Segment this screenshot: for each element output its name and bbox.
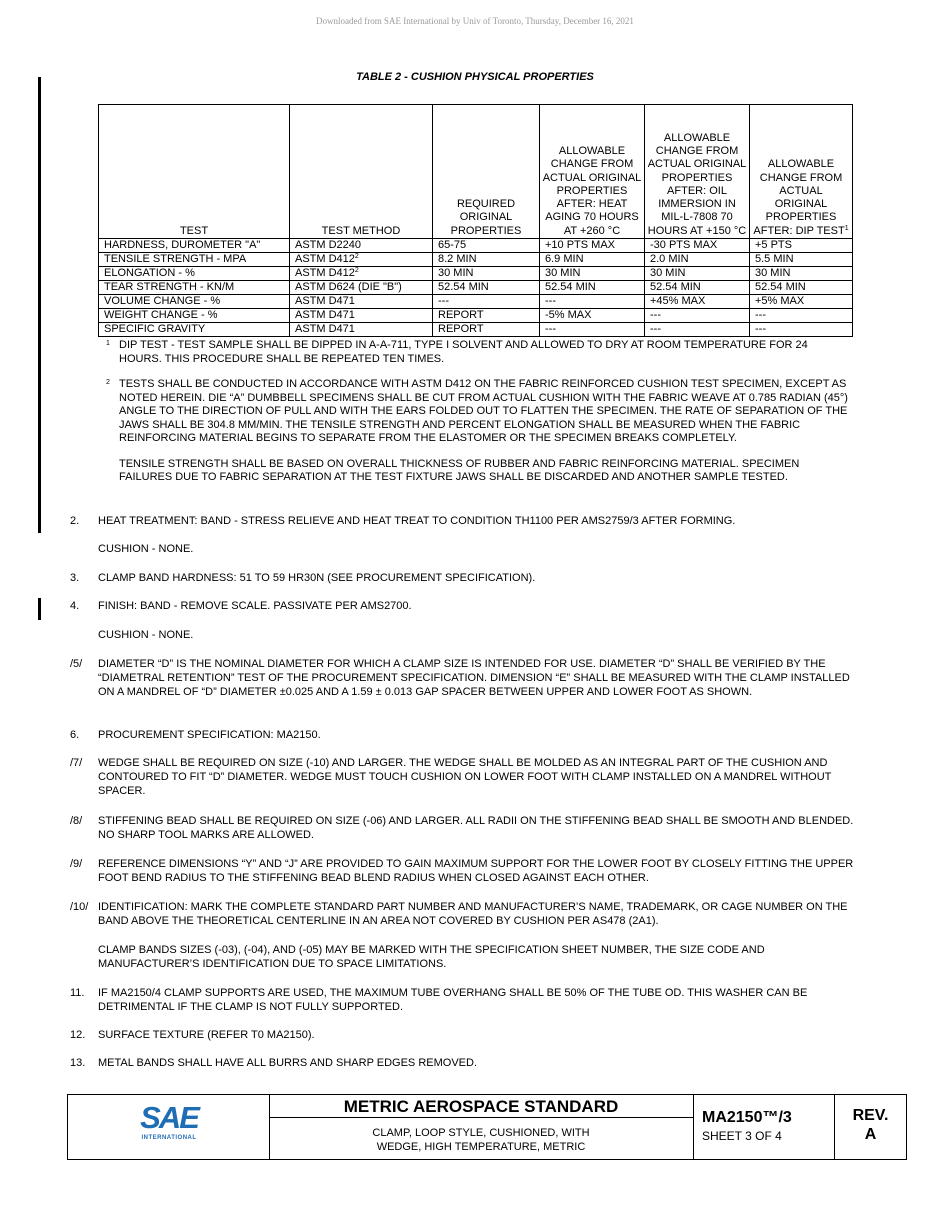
header-heat-aging: ALLOWABLE CHANGE FROM ACTUAL ORIGINAL PROPERTIES AFTER: HEAT AGING 70 HOURS AT +260 °C (540, 105, 645, 239)
rev-label: REV. (852, 1107, 889, 1124)
cell-test: HARDNESS, DUROMETER "A" (99, 239, 290, 253)
note: CUSHION - NONE. (98, 543, 194, 555)
title-block (67, 1094, 907, 1160)
sheet-number: SHEET 3 OF 4 (702, 1129, 782, 1143)
note: /5/ DIAMETER “D” IS THE NOMINAL DIAMETER FOR WHICH A CLAMP SIZE IS INTENDED FOR USE. DIAMETER “D” SHALL BE VERIFIED BY THE “DIAMETRAL RETENTION” TEST OF THE PROCUREMENT SPECIFICATION. DIMENSION “E” SHALL BE MEASURED WITH THE CLAMP INSTALLED ON A MANDREL OF “D” DIAMETER ±0.025 AND A 1.59 ± 0.013 GAP SPACER BETWEEN UPPER AND LOWER FOOT AS SHOWN. (70, 658, 850, 699)
cell-dip-test: +5% MAX (750, 295, 853, 309)
cell-test: SPECIFIC GRAVITY (99, 323, 290, 337)
note: 4. FINISH: BAND - REMOVE SCALE. PASSIVATE PER AMS2700. (70, 600, 412, 612)
cell-required: --- (433, 295, 540, 309)
cell-dip-test: --- (750, 323, 853, 337)
footnotes (106, 339, 851, 485)
cell-oil-immersion: 2.0 MIN (645, 253, 750, 267)
standard-title: METRIC AEROSPACE STANDARD (269, 1095, 693, 1118)
note: 11. IF MA2150/4 CLAMP SUPPORTS ARE USED, THE MAXIMUM TUBE OVERHANG SHALL BE 50% OF THE TUBE OD. THIS WASHER CAN BE DETRIMENTAL IF THE CLAMP IS NOT FULLY SUPPORTED. (70, 987, 808, 1014)
sae-logo: SAE INTERNATIONAL (140, 1100, 198, 1141)
title-cell (269, 1095, 694, 1159)
cell-required: REPORT (433, 323, 540, 337)
cell-oil-immersion: +45% MAX (645, 295, 750, 309)
cell-required: REPORT (433, 309, 540, 323)
table-row (99, 309, 853, 323)
note: /7/ WEDGE SHALL BE REQUIRED ON SIZE (-10) AND LARGER. THE WEDGE SHALL BE MOLDED AS AN INTEGRAL PART OF THE CUSHION AND CONTOURED TO FIT “D” DIAMETER. WEDGE MUST TOUCH CUSHION ON LOWER FOOT WITH CLAMP INSTALLED ON A MANDREL WITHOUT SPACER. (70, 757, 832, 798)
cell-heat-aging: 52.54 MIN (540, 281, 645, 295)
footnote: TENSILE STRENGTH SHALL BE BASED ON OVERALL THICKNESS OF RUBBER AND FABRIC REINFORCING MATERIAL. SPECIMEN FAILURES DUE TO FABRIC SEPARATION AT THE TEST FIXTURE JAWS SHALL BE DISCARDED AND ANOTHER SAMPLE TESTED. (119, 457, 800, 483)
change-bar (38, 77, 41, 533)
cushion-properties-table (98, 104, 853, 337)
table-row (99, 239, 853, 253)
note: CLAMP BANDS SIZES (-03), (-04), AND (-05) MAY BE MARKED WITH THE SPECIFICATION SHEET NUMBER, THE SIZE CODE AND MANUFACTURER’S IDENTIFICATION DUE TO SPACE LIMITATIONS. (98, 944, 765, 971)
header-required: REQUIRED ORIGINAL PROPERTIES (433, 105, 540, 239)
cell-oil-immersion: 30 MIN (645, 267, 750, 281)
note: 2. HEAT TREATMENT: BAND - STRESS RELIEVE AND HEAT TREAT TO CONDITION TH1100 PER AMS2759/3 AFTER FORMING. (70, 515, 736, 527)
cell-heat-aging: --- (540, 323, 645, 337)
cell-heat-aging: +10 PTS MAX (540, 239, 645, 253)
note: /10/ IDENTIFICATION: MARK THE COMPLETE STANDARD PART NUMBER AND MANUFACTURER’S NAME, TRADEMARK, OR CAGE NUMBER ON THE BAND ABOVE THE THEORETICAL CENTERLINE IN AN AREA NOT COVERED BY CUSHION PER AS478 (2A1). (70, 901, 848, 928)
note: 6. PROCUREMENT SPECIFICATION: MA2150. (70, 729, 321, 741)
cell-heat-aging: -5% MAX (540, 309, 645, 323)
revision-cell (835, 1095, 906, 1159)
cell-test: WEIGHT CHANGE - % (99, 309, 290, 323)
cell-test: ELONGATION - % (99, 267, 290, 281)
note: /9/ REFERENCE DIMENSIONS “Y” AND “J” ARE PROVIDED TO GAIN MAXIMUM SUPPORT FOR THE LOWER FOOT BY CLOSELY FITTING THE UPPER FOOT BEND RADIUS TO THE STIFFENING BEAD BLEND RADIUS WHEN CLOSED AGAINST EACH OTHER. (70, 858, 854, 885)
download-watermark: Downloaded from SAE International by Univ of Toronto, Thursday, December 16, 2021 (316, 16, 634, 26)
header-test: TEST (99, 105, 290, 239)
table-row (99, 281, 853, 295)
cell-oil-immersion: 52.54 MIN (645, 281, 750, 295)
cell-required: 8.2 MIN (433, 253, 540, 267)
rev-value: A (864, 1126, 877, 1143)
cell-method: ASTM D471 (290, 309, 433, 323)
cell-dip-test: --- (750, 309, 853, 323)
cell-test: VOLUME CHANGE - % (99, 295, 290, 309)
cell-dip-test: 52.54 MIN (750, 281, 853, 295)
table-title: TABLE 2 - CUSHION PHYSICAL PROPERTIES (356, 71, 594, 83)
cell-oil-immersion: --- (645, 309, 750, 323)
cell-dip-test: +5 PTS (750, 239, 853, 253)
cell-required: 52.54 MIN (433, 281, 540, 295)
cell-heat-aging: 6.9 MIN (540, 253, 645, 267)
note: 3. CLAMP BAND HARDNESS: 51 TO 59 HR30N (SEE PROCUREMENT SPECIFICATION). (70, 572, 536, 584)
footnote: 1 DIP TEST - TEST SAMPLE SHALL BE DIPPED IN A-A-711, TYPE I SOLVENT AND ALLOWED TO DRY AT ROOM TEMPERATURE FOR 24 HOURS. THIS PROCEDURE SHALL BE REPEATED TEN TIMES. (106, 339, 808, 365)
note: 13. METAL BANDS SHALL HAVE ALL BURRS AND SHARP EDGES REMOVED. (70, 1057, 478, 1069)
cell-oil-immersion: --- (645, 323, 750, 337)
cell-method: ASTM D471 (290, 295, 433, 309)
header-oil-immersion: ALLOWABLE CHANGE FROM ACTUAL ORIGINAL PROPERTIES AFTER: OIL IMMERSION IN MIL-L-7808 70 HOURS AT +150 °C (645, 105, 750, 239)
cell-method: ASTM D471 (290, 323, 433, 337)
header-dip-test: ALLOWABLE CHANGE FROM ACTUAL ORIGINAL PROPERTIES AFTER: DIP TEST$^1$ (750, 105, 853, 239)
footnote: 2 TESTS SHALL BE CONDUCTED IN ACCORDANCE WITH ASTM D412 ON THE FABRIC REINFORCED CUSHION TEST SPECIMEN, EXCEPT AS NOTED HEREIN. DIE “A” DUMBBELL SPECIMENS SHALL BE CUT FROM ACTUAL CUSHION WITH THE FABRIC WEAVE AT 0.785 RADIAN (45°) ANGLE TO THE DIRECTION OF PULL AND WITH THE EARS FOLDED OUT TO FLATTEN THE SPECIMEN. THE RATE OF SEPARATION OF THE JAWS SHALL BE 304.8 MM/MIN. THE TENSILE STRENGTH AND PERCENT ELONGATION SHALL BE MEASURED WHEN THE FABRIC REINFORCING MATERIAL BEGINS TO SEPARATE FROM THE ELASTOMER OR THE SPECIMEN BREAKS COMPLETELY. (106, 378, 848, 444)
cell-heat-aging: 30 MIN (540, 267, 645, 281)
table-row (99, 253, 853, 267)
note: 12. SURFACE TEXTURE (REFER T0 MA2150). (70, 1029, 315, 1041)
cell-required: 65-75 (433, 239, 540, 253)
table-row (99, 295, 853, 309)
doc-number-cell (694, 1095, 835, 1159)
cell-method: ASTM D2240 (290, 239, 433, 253)
cell-required: 30 MIN (433, 267, 540, 281)
cell-heat-aging: --- (540, 295, 645, 309)
table-row (99, 267, 853, 281)
cell-oil-immersion: -30 PTS MAX (645, 239, 750, 253)
cell-method: ASTM $D412^2$ (290, 267, 433, 281)
part-description: CLAMP, LOOP STYLE, CUSHIONED, WITH WEDGE, HIGH TEMPERATURE, METRIC (372, 1127, 590, 1153)
table-row (99, 323, 853, 337)
cell-test: TEAR STRENGTH - KN/M (99, 281, 290, 295)
change-bar (38, 598, 41, 620)
cell-dip-test: 5.5 MIN (750, 253, 853, 267)
cell-method: ASTM $D412^2$ (290, 253, 433, 267)
cell-dip-test: 30 MIN (750, 267, 853, 281)
logo-cell (68, 1095, 270, 1159)
header-test-method: TEST METHOD (290, 105, 433, 239)
cell-method: ASTM D624 (DIE "B") (290, 281, 433, 295)
note: /8/ STIFFENING BEAD SHALL BE REQUIRED ON SIZE (-06) AND LARGER. ALL RADII ON THE STIFFENING BEAD SHALL BE SMOOTH AND BLENDED. NO SHARP TOOL MARKS ARE ALLOWED. (70, 815, 854, 842)
note: CUSHION - NONE. (98, 629, 194, 641)
cell-test: TENSILE STRENGTH - MPA (99, 253, 290, 267)
doc-number: MA2150™/3 (702, 1109, 792, 1126)
